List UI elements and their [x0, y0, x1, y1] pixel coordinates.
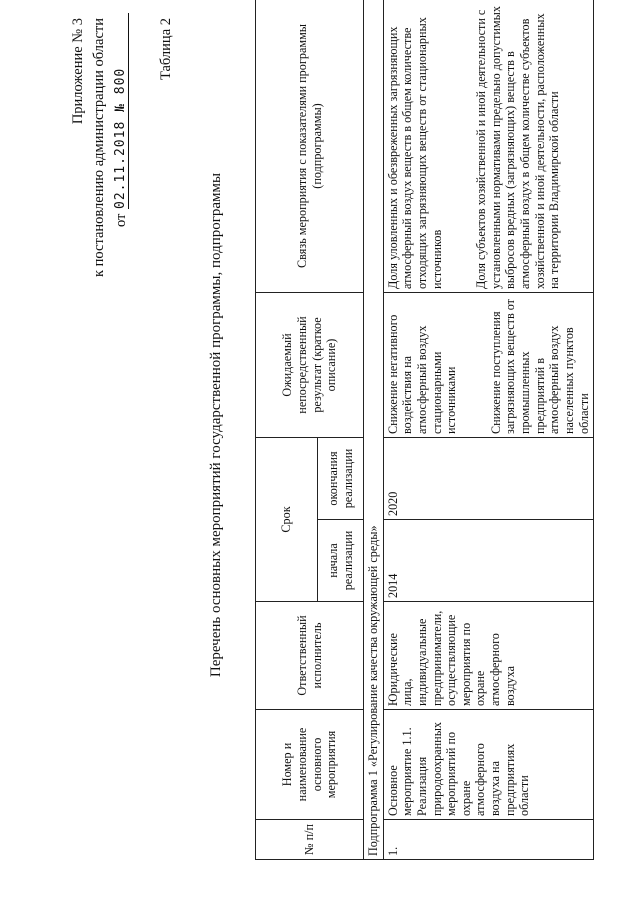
table-header-row — [256, 0, 318, 860]
header-executor: Ответственный исполнитель — [256, 602, 364, 710]
header-name: Номер и наименование основного мероприятия — [256, 710, 364, 820]
row-executor: Юридические лица, индивидуальные предприниматели, осуществляющие мероприятия по охране атмосферного воздуха — [383, 602, 594, 710]
subprogram-row — [364, 0, 384, 860]
row-link — [383, 0, 594, 293]
table-row — [383, 0, 594, 860]
row-end: 2020 — [383, 438, 594, 520]
row-name: Основное мероприятие 1.1. Реализация природоохранных мероприятий по охране атмосферного воздуха на предприятиях области — [383, 710, 594, 820]
row-result — [383, 293, 594, 438]
resolution-date: 02.11.2018 № 800 — [113, 13, 129, 209]
document-title: Перечень основных мероприятий государственной программы, подпрограммы — [208, 172, 224, 678]
row-result-2: Снижение поступления загрязняющих веществ от промышленных предприятий в атмосферный воздух населенных пунктов области — [488, 298, 591, 434]
appendix-label: Приложение № 3 — [70, 18, 86, 125]
table-label: Таблица 2 — [158, 18, 174, 81]
header-term-start: начала реализации — [318, 520, 364, 602]
date-prefix: от — [113, 213, 129, 227]
subprogram-title: Подпрограмма 1 «Регулирование качества окружающей среды» — [364, 0, 384, 860]
header-term-end: окончания реализации — [318, 438, 364, 520]
row-link-1: Доля уловленных и обезвреженных загрязняющих атмосферный воздух веществ в общем количестве отходящих загрязняющих веществ от стационарных источников — [385, 17, 444, 289]
row-start: 2014 — [383, 520, 594, 602]
row-link-2: Доля субъектов хозяйственной и иной деятельности с установленными нормативами предельно допустимых выбросов вредных (загрязняющих) веществ в атмосферный воздух в общем количестве субъектов хозяйственной и иной деятельности, расположенных на территории Владимирской области — [474, 6, 562, 289]
header-term: Срок — [256, 438, 318, 602]
header-num: № п/п — [256, 820, 364, 860]
measures-table — [255, 0, 594, 860]
resolution-label: к постановлению администрации области — [91, 18, 107, 278]
row-result-1: Снижение негативного воздействия на атмосферный воздух стационарными источниками — [385, 314, 459, 434]
header-link: Связь мероприятия с показателями программы (подпрограммы) — [256, 0, 364, 293]
row-num: 1. — [383, 820, 594, 860]
header-result: Ожидаемый непосредственный результат (краткое описание) — [256, 293, 364, 438]
